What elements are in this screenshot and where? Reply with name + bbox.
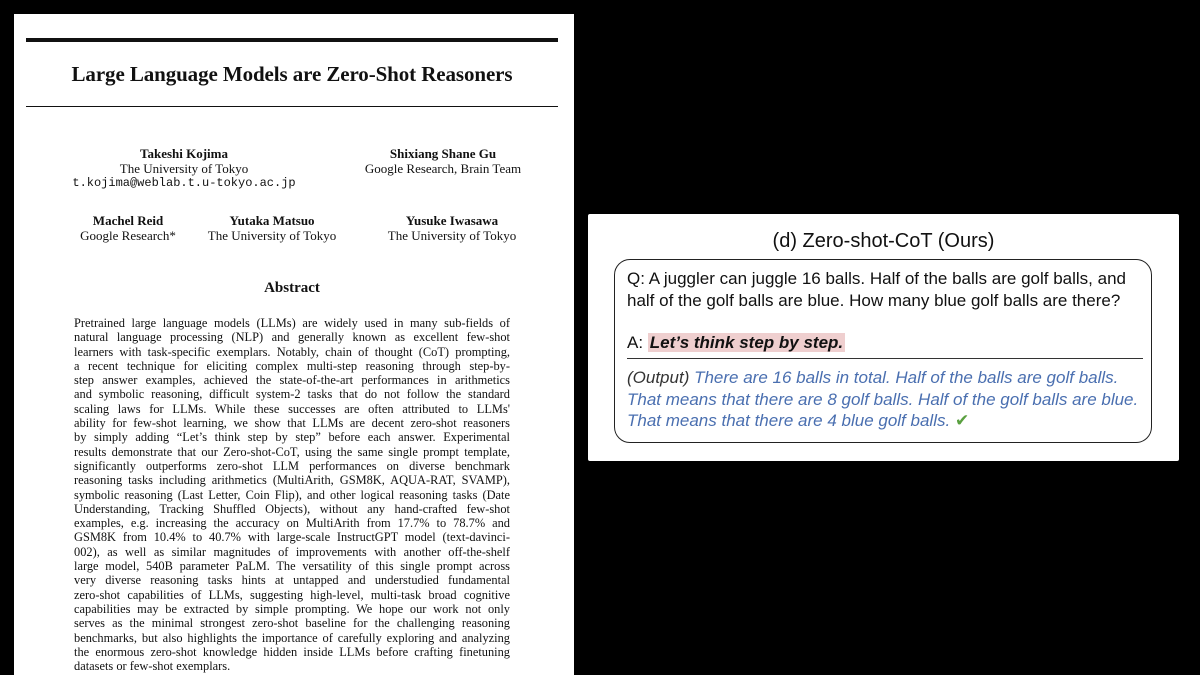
- check-icon: ✔: [954, 411, 970, 430]
- abstract-line: symbolic reasoning (Last Letter, Coin Flip), and other logical reasoning tasks (Date: [74, 487, 510, 502]
- abstract-line: zero-shot capabilities of LLMs, suggesting high-level, multi-task broad cognitive: [74, 587, 510, 602]
- abstract-line: the enormous zero-shot knowledge hidden inside LLMs before crafting finetuning: [74, 644, 510, 659]
- author-affiliation: The University of Tokyo: [207, 228, 337, 243]
- question-text: Q: A juggler can juggle 16 balls. Half of the balls are golf balls, and half of the golf balls are blue. How many blue golf balls are there?: [627, 269, 1126, 310]
- abstract-line: significantly outperforms zero-shot LLM performances on diverse benchmark: [74, 458, 510, 473]
- abstract-line: ability for few-shot learning, we show that LLMs are decent zero-shot reasoners: [74, 416, 510, 431]
- abstract-line: GSM8K from 10.4% to 40.7% with large-scale InstructGPT model (text-davinci-: [74, 530, 510, 545]
- author-email: t.kojima@weblab.t.u-tokyo.ac.jp: [72, 176, 296, 190]
- answer-prefix: A:: [627, 333, 644, 352]
- abstract-body: [74, 316, 510, 673]
- abstract-line: reasoning tasks including arithmetics (MultiArith, GSM8K, AQUA-RAT, SVAMP),: [74, 473, 510, 488]
- abstract-line: benchmarks, but also highlights the importance of carefully exploring and analyzing: [74, 630, 510, 645]
- abstract-line: Understanding, Tracking Shuffled Objects), without any hand-crafted few-shot: [74, 501, 510, 516]
- divider: [627, 358, 1143, 359]
- figure-panel: [588, 214, 1179, 461]
- output-text: There are 16 balls in total. Half of the balls are golf balls. That means that there are 8 golf balls. Half of the golf balls are blue. That means that there are 4 blue golf balls.: [627, 368, 1139, 430]
- author-block: [372, 213, 532, 243]
- abstract-line: Pretrained large language models (LLMs) are widely used in many sub-fields of: [74, 316, 510, 330]
- prompt-highlight: Let’s think step by step.: [649, 333, 844, 352]
- abstract-line: learners with task-specific exemplars. Notably, chain of thought (CoT) prompting,: [74, 344, 510, 359]
- abstract-line: and symbolic reasoning, difficult system-2 tasks that do not follow the standard: [74, 387, 510, 402]
- output-label: (Output): [627, 368, 690, 387]
- author-name: Machel Reid: [92, 213, 164, 228]
- abstract-line: step answer examples, achieved the state-of-the-art performances in arithmetics: [74, 373, 510, 388]
- author-affiliation: The University of Tokyo: [119, 161, 249, 176]
- author-block: [194, 213, 350, 243]
- abstract-line: large model, 540B parameter PaLM. The versatility of this single prompt across: [74, 559, 510, 574]
- author-affiliation: Google Research*: [80, 228, 176, 243]
- abstract-line: capabilities may be extracted by simple prompting. We hope our work not only: [74, 601, 510, 616]
- abstract-line: examples, e.g. increasing the accuracy on MultiArith from 17.7% to 78.7% and: [74, 516, 510, 531]
- title-top-rule: [26, 38, 558, 42]
- answer-line: [627, 333, 845, 353]
- author-affiliation: The University of Tokyo: [387, 228, 517, 243]
- output-block: [627, 367, 1147, 432]
- abstract-heading: Abstract: [264, 280, 320, 296]
- abstract-line: datasets or few-shot exemplars.: [74, 659, 231, 674]
- author-block: [48, 213, 208, 243]
- author-affiliation: Google Research, Brain Team: [364, 161, 522, 176]
- example-box: [614, 259, 1152, 443]
- author-block: [54, 146, 314, 191]
- author-block: [330, 146, 556, 176]
- title-bottom-rule: [26, 106, 558, 107]
- abstract-line: 002), as well as similar magnitudes of improvements with another off-the-shelf: [74, 544, 510, 559]
- abstract-line: serves as the minimal strongest zero-shot baseline for the challenging reasoning: [74, 616, 510, 631]
- author-name: Shixiang Shane Gu: [389, 146, 497, 161]
- abstract-line: very diverse reasoning tasks hints at untapped and understudied fundamental: [74, 573, 510, 588]
- abstract-line: results demonstrate that our Zero-shot-CoT, using the same single prompt template,: [74, 444, 510, 459]
- figure-title: (d) Zero-shot-CoT (Ours): [772, 230, 995, 252]
- author-name: Takeshi Kojima: [139, 146, 228, 161]
- paper-page: [14, 14, 574, 675]
- abstract-line: natural language processing (NLP) and generally known as excellent few-shot: [74, 330, 510, 345]
- abstract-line: a recent technique for eliciting complex multi-step reasoning through step-by-: [74, 358, 510, 373]
- author-name: Yutaka Matsuo: [229, 213, 315, 228]
- author-name: Yusuke Iwasawa: [405, 213, 499, 228]
- abstract-line: by simply adding “Let’s think step by step” before each answer. Experimental: [74, 430, 510, 445]
- abstract-line: scaling laws for LLMs. While these successes are often attributed to LLMs': [74, 401, 510, 416]
- paper-title: Large Language Models are Zero-Shot Reasoners: [71, 62, 513, 86]
